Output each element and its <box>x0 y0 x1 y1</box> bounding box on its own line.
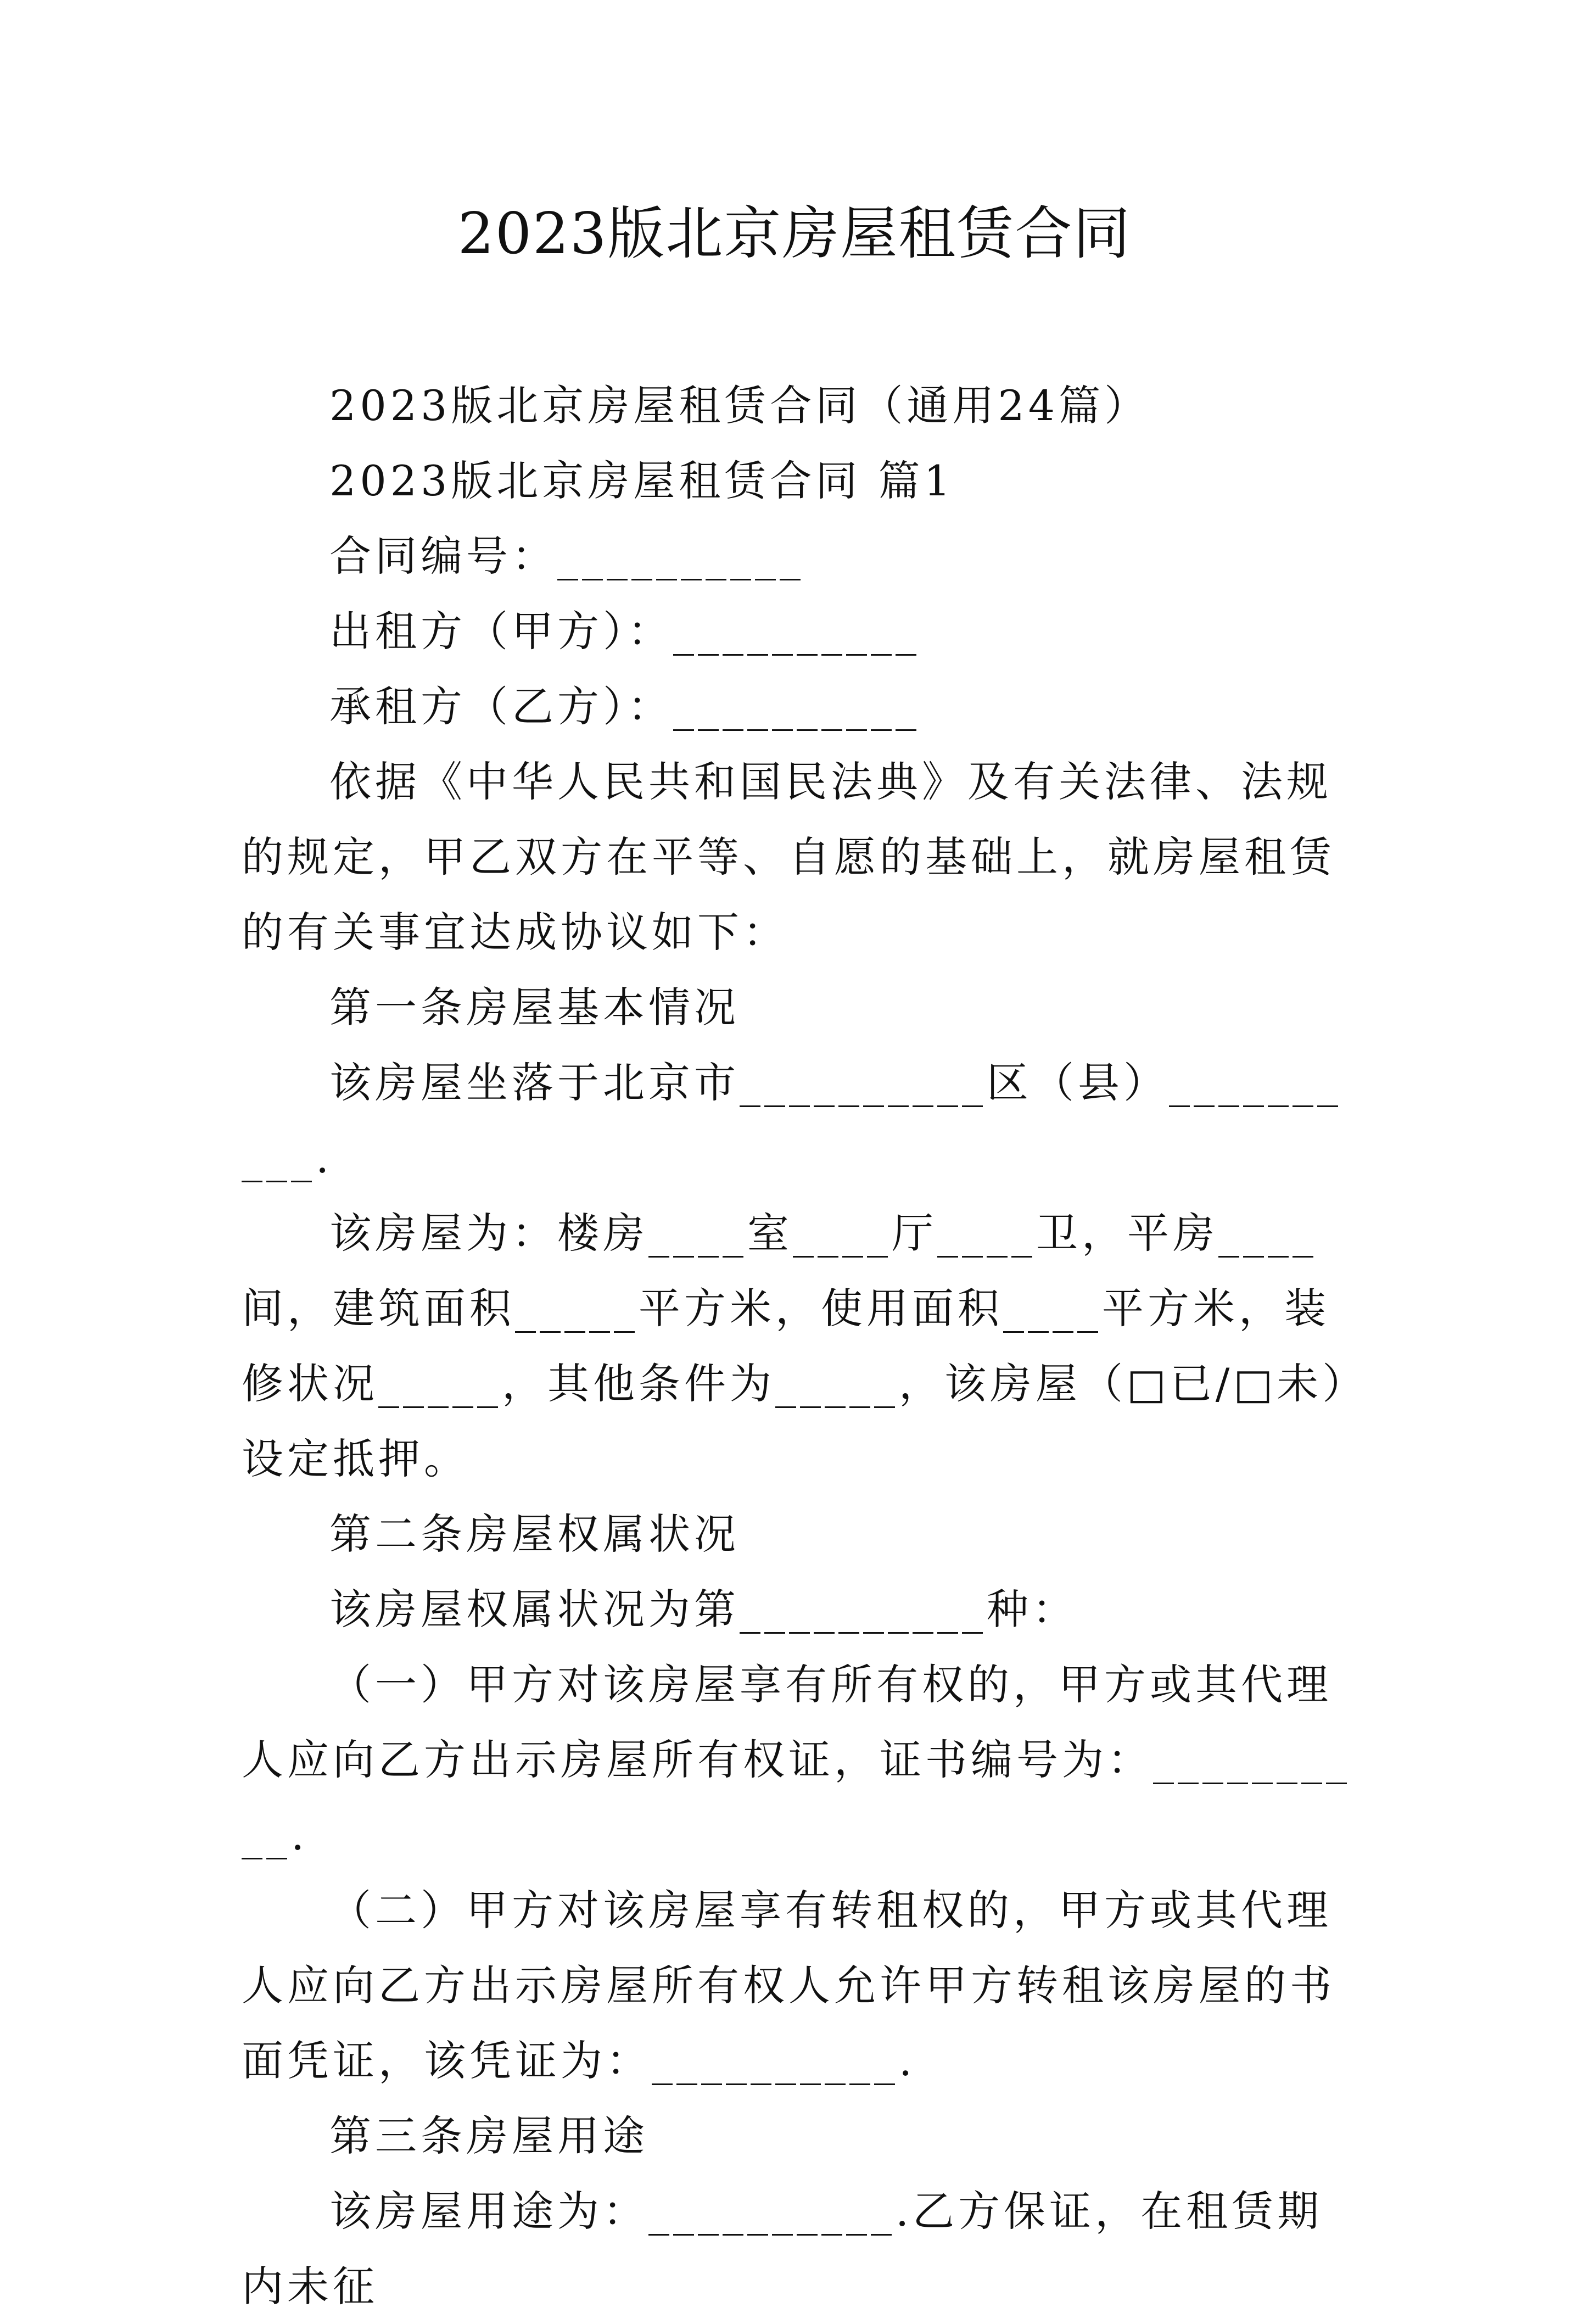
paragraph-subtitle: 2023版北京房屋租赁合同（通用24篇） <box>329 381 1150 430</box>
paragraph-section-heading: 2023版北京房屋租赁合同 篇1 <box>329 456 954 505</box>
paragraph-contract-number: 合同编号：__________ <box>329 532 804 580</box>
paragraph-house-details: 该房屋为：楼房____室____厅____卫，平房____间，建筑面积_____平方米，使用面积____平方米，装修状况_____，其他条件为_____，该房屋（□已/□未）设定抵押。 <box>242 1209 1347 1483</box>
paragraph-ownership-1: （一）甲方对该房屋享有所有权的，甲方或其代理人应向乙方出示房屋所有权证，证书编号为：__________. <box>242 1660 1351 1859</box>
paragraph-preamble: 依据《中华人民共和国民法典》及有关法律、法规的规定，甲乙双方在平等、自愿的基础上，就房屋租赁的有关事宜达成协议如下： <box>242 757 1335 957</box>
paragraph-lessee: 承租方（乙方）：__________ <box>329 682 920 731</box>
paragraph-ownership-2: （二）甲方对该房屋享有转租权的，甲方或其代理人应向乙方出示房屋所有权人允许甲方转租该房屋的书面凭证，该凭证为：__________. <box>242 1886 1335 2085</box>
paragraph-article-3-heading: 第三条房屋用途 <box>329 2111 648 2160</box>
paragraph-article-1-heading: 第一条房屋基本情况 <box>329 983 740 1032</box>
paragraph-lessor: 出租方（甲方）：__________ <box>329 607 920 656</box>
document-title: 2023版北京房屋租赁合同 <box>457 200 1132 267</box>
paragraph-house-location: 该房屋坐落于北京市__________区（县）__________. <box>242 1058 1342 1182</box>
paragraph-ownership-type: 该房屋权属状况为第__________种： <box>329 1585 1078 1634</box>
paragraph-house-usage: 该房屋用途为：__________.乙方保证，在租赁期内未征 <box>242 2187 1323 2311</box>
document-body <box>242 368 1351 2324</box>
paragraph-article-2-heading: 第二条房屋权属状况 <box>329 1510 740 1558</box>
